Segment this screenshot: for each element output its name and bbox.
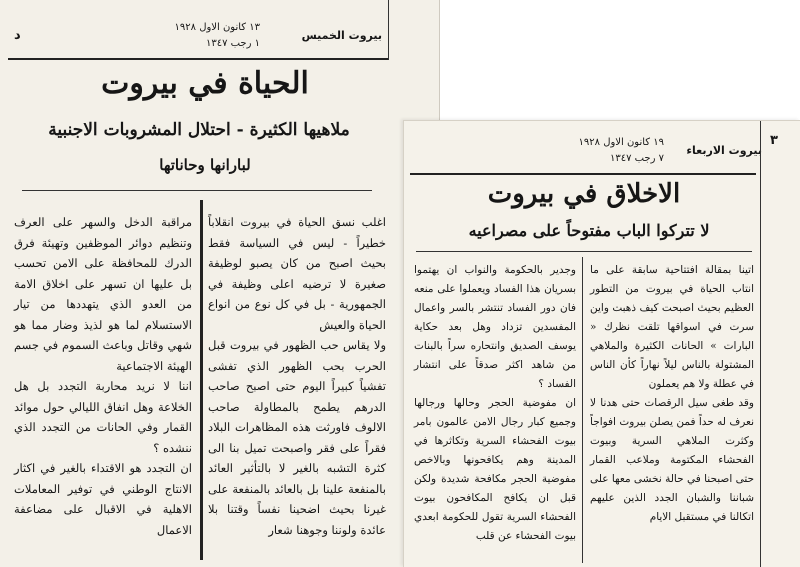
paragraph: ان مفوضية الحجر وحالها ورجالها وجميع كبار رجال الامن عالمون بامر بيوت الفحشاء السرية وتكاثرها في المدينة وهم يكافحونها وبالاخص مفوضية الحجر مكافحة شديدة ولكن قبل ان يكافح المكافحون بيوت الفحشاء السرية تقول للحكومة ابعدي بيوت الفحشاء عن قلب	[414, 397, 576, 542]
paragraph: ان التجدد هو الاقتداء بالغير في اكثار الانتاج الوطني في توفير المعاملات الاهلية في الاقبال على مضاعفة الاعمال	[14, 461, 192, 537]
paragraph: اتينا بمقالة افتتاحية سابقة على ما انتاب الحياة في بيروت من التطور العظيم بحيث اصبحت كيف ذهبت واين سرت في اسواقها تلقت نظرك « البارات » الحانات الكثيرة والملاهي المشتولة بالناس ليلاً نهاراً كأن الناس في عطلة ولا هم يعملون	[590, 264, 754, 390]
dateline-gregorian: ١٩ كانون الاول ١٩٢٨	[578, 137, 664, 148]
dateline-place-day: بيروت الخميس	[301, 29, 382, 42]
paragraph: وقد طغى سيل الرقصات حتى هدنا لا نعرف له حداً فمن يصلن بيروت افواجاً وكثرت الملاهي السرية وبيوت الفحشاء المكتومة وملاعب القمار حتى اصبحنا في حالة نخشى معها على شباننا والشبان الجدد الذين عليهم اتكالنا في مستقبل الايام	[590, 397, 754, 523]
article-title: الاخلاق في بيروت	[487, 179, 681, 209]
page-number: د	[14, 28, 21, 43]
paragraph: مراقبة الدخل والسهر على العرف وتنظيم دوائر الموظفين وتهيئة فرق الدرك للمحافظة على الامن تحسب بل عليها ان تسهر على اخلاق الامة من العدو الذي يتهددها من تيار الاستسلام لما هو لذيذ وضار مما هو شهي وقاتل وباعث السموم في جسم الهيئة الاجتماعية	[14, 215, 192, 373]
paragraph: ولا يقاس حب الظهور في بيروت قبل الحرب بحب الظهور الذي تفشى تفشياً كبيراً اليوم حتى اصبح صاحب الدرهم يطمح بالمطاولة صاحب الالوف فاورثت هذه المظاهرات البلاد فقراً على فقر واصبحت تميل بنا الى كثرة التشبه بالغير لا بالتأثير العائد بالمنفعة علينا بل بالعائد بالمنفعة على غيرنا بحيث اضحينا نفساً وقتنا بلا عائدة ولوننا وجوهنا شعار	[208, 338, 386, 537]
article-subtitle: لا تتركوا الباب مفتوحاً على مصراعيه	[468, 221, 710, 240]
newspaper-clipping-2	[403, 120, 800, 567]
dateline-gregorian: ١٣ كانون الاول ١٩٢٨	[174, 22, 260, 33]
paragraph: وجدير بالحكومة والنواب ان يهتموا بسريان هذا الفساد ويعملوا على منعه فان دور الفساد تنتشر بالسر واعمال المفسدين تزداد وهل بعد حكاية يوسف الصديق وانتحاره سراً بالبنات من شاهد اكثر صدقاً على انتشار الفساد ؟	[414, 264, 576, 390]
column-right	[208, 212, 386, 562]
title-rule	[22, 190, 372, 191]
column-left	[14, 212, 192, 562]
dateline-hijri: ١ رجب ١٣٤٧	[205, 38, 260, 49]
paragraph: اغلب نسق الحياة في بيروت انقلاباً خطيراً - ليس في السياسة فقط بحيث اصبح من كان يصبو لوظيفة صغيرة لا ترضيه اعلى وظيفة في الجمهورية - بل في كل نوع من انواع الحياة والعيش	[208, 215, 386, 332]
header-rule	[8, 58, 388, 60]
column-divider	[200, 200, 203, 560]
dateline-place-day: بيروت الاربعاء	[686, 144, 762, 157]
article-subtitle: ملاهيها الكثيرة - احتلال المشروبات الاجنبية	[48, 120, 350, 140]
header-rule	[410, 173, 756, 175]
margin-rule	[760, 121, 761, 567]
column-left	[414, 261, 576, 561]
title-rule	[416, 251, 752, 252]
paragraph: اننا لا نريد محاربة التجدد بل هل الخلاعة وهل انفاق الليالي حول موائد القمار وفي الحانات من التجدد الذي ننشده ؟	[14, 379, 192, 455]
margin-rule	[388, 0, 389, 60]
dateline-hijri: ٧ رجب ١٣٤٧	[609, 153, 664, 164]
column-right	[590, 261, 754, 561]
page-number: ٣	[770, 133, 778, 148]
article-subtitle-2: لبارانها وحاناتها	[159, 156, 251, 174]
column-divider	[582, 257, 583, 563]
article-title: الحياة في بيروت	[101, 66, 309, 101]
